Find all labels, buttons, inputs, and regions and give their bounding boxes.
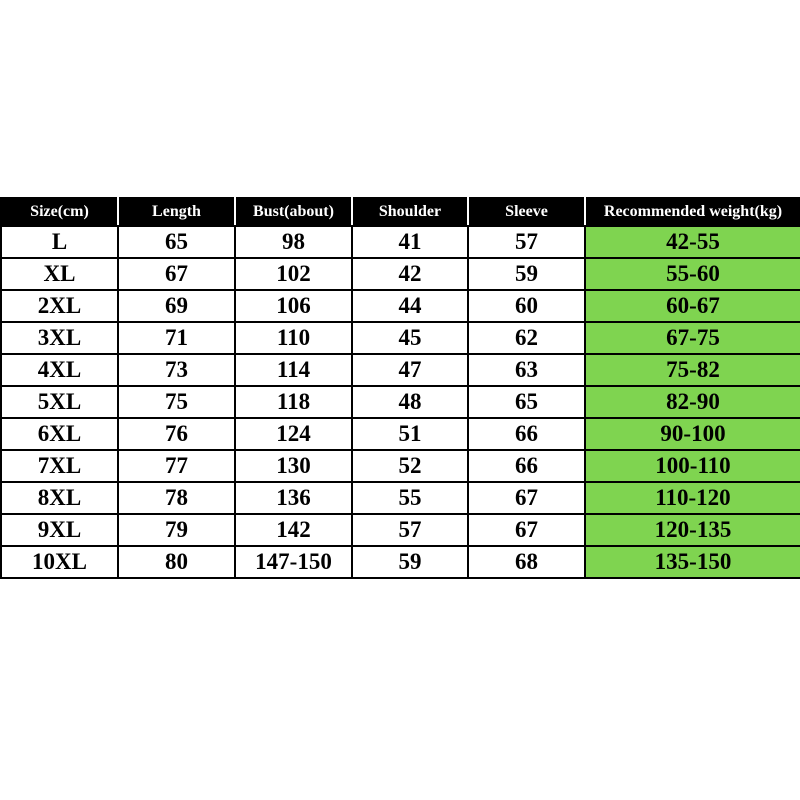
cell-length: 79 — [118, 514, 235, 546]
header-size: Size(cm) — [1, 198, 118, 226]
cell-recommended-weight: 90-100 — [585, 418, 800, 450]
cell-recommended-weight: 110-120 — [585, 482, 800, 514]
cell-recommended-weight: 67-75 — [585, 322, 800, 354]
cell-bust: 114 — [235, 354, 352, 386]
cell-bust: 118 — [235, 386, 352, 418]
cell-shoulder: 44 — [352, 290, 468, 322]
cell-bust: 106 — [235, 290, 352, 322]
cell-sleeve: 67 — [468, 514, 585, 546]
cell-sleeve: 67 — [468, 482, 585, 514]
cell-length: 65 — [118, 226, 235, 258]
cell-length: 80 — [118, 546, 235, 578]
table-row — [1, 450, 800, 482]
header-length: Length — [118, 198, 235, 226]
table-row — [1, 482, 800, 514]
table-row — [1, 258, 800, 290]
cell-recommended-weight: 120-135 — [585, 514, 800, 546]
cell-shoulder: 47 — [352, 354, 468, 386]
cell-length: 67 — [118, 258, 235, 290]
cell-length: 71 — [118, 322, 235, 354]
table-row — [1, 546, 800, 578]
cell-sleeve: 57 — [468, 226, 585, 258]
table-row — [1, 514, 800, 546]
cell-size: 7XL — [1, 450, 118, 482]
size-chart-header — [1, 198, 800, 226]
cell-size: XL — [1, 258, 118, 290]
cell-bust: 110 — [235, 322, 352, 354]
cell-bust: 136 — [235, 482, 352, 514]
cell-size: 8XL — [1, 482, 118, 514]
cell-shoulder: 45 — [352, 322, 468, 354]
cell-recommended-weight: 55-60 — [585, 258, 800, 290]
cell-bust: 147-150 — [235, 546, 352, 578]
header-row — [1, 198, 800, 226]
cell-bust: 142 — [235, 514, 352, 546]
size-chart-body — [1, 226, 800, 578]
cell-shoulder: 57 — [352, 514, 468, 546]
cell-length: 75 — [118, 386, 235, 418]
table-row — [1, 418, 800, 450]
cell-length: 76 — [118, 418, 235, 450]
cell-length: 77 — [118, 450, 235, 482]
cell-shoulder: 55 — [352, 482, 468, 514]
table-row — [1, 322, 800, 354]
cell-size: 4XL — [1, 354, 118, 386]
table-row — [1, 226, 800, 258]
cell-sleeve: 63 — [468, 354, 585, 386]
size-chart-table — [0, 197, 800, 579]
table-row — [1, 386, 800, 418]
cell-size: 9XL — [1, 514, 118, 546]
cell-recommended-weight: 75-82 — [585, 354, 800, 386]
table-row — [1, 354, 800, 386]
cell-bust: 124 — [235, 418, 352, 450]
cell-shoulder: 51 — [352, 418, 468, 450]
cell-bust: 102 — [235, 258, 352, 290]
cell-sleeve: 62 — [468, 322, 585, 354]
cell-sleeve: 68 — [468, 546, 585, 578]
cell-size: 6XL — [1, 418, 118, 450]
cell-size: 10XL — [1, 546, 118, 578]
cell-size: 5XL — [1, 386, 118, 418]
header-sleeve: Sleeve — [468, 198, 585, 226]
cell-size: L — [1, 226, 118, 258]
cell-size: 2XL — [1, 290, 118, 322]
cell-sleeve: 66 — [468, 418, 585, 450]
cell-shoulder: 52 — [352, 450, 468, 482]
header-shoulder: Shoulder — [352, 198, 468, 226]
cell-bust: 98 — [235, 226, 352, 258]
header-recommended-weight: Recommended weight(kg) — [585, 198, 800, 226]
cell-shoulder: 59 — [352, 546, 468, 578]
cell-length: 73 — [118, 354, 235, 386]
cell-recommended-weight: 100-110 — [585, 450, 800, 482]
cell-length: 78 — [118, 482, 235, 514]
cell-sleeve: 66 — [468, 450, 585, 482]
cell-shoulder: 48 — [352, 386, 468, 418]
cell-size: 3XL — [1, 322, 118, 354]
cell-shoulder: 42 — [352, 258, 468, 290]
cell-sleeve: 59 — [468, 258, 585, 290]
cell-recommended-weight: 42-55 — [585, 226, 800, 258]
cell-shoulder: 41 — [352, 226, 468, 258]
cell-sleeve: 65 — [468, 386, 585, 418]
header-bust: Bust(about) — [235, 198, 352, 226]
cell-bust: 130 — [235, 450, 352, 482]
cell-length: 69 — [118, 290, 235, 322]
table-row — [1, 290, 800, 322]
cell-recommended-weight: 82-90 — [585, 386, 800, 418]
cell-recommended-weight: 60-67 — [585, 290, 800, 322]
cell-sleeve: 60 — [468, 290, 585, 322]
cell-recommended-weight: 135-150 — [585, 546, 800, 578]
